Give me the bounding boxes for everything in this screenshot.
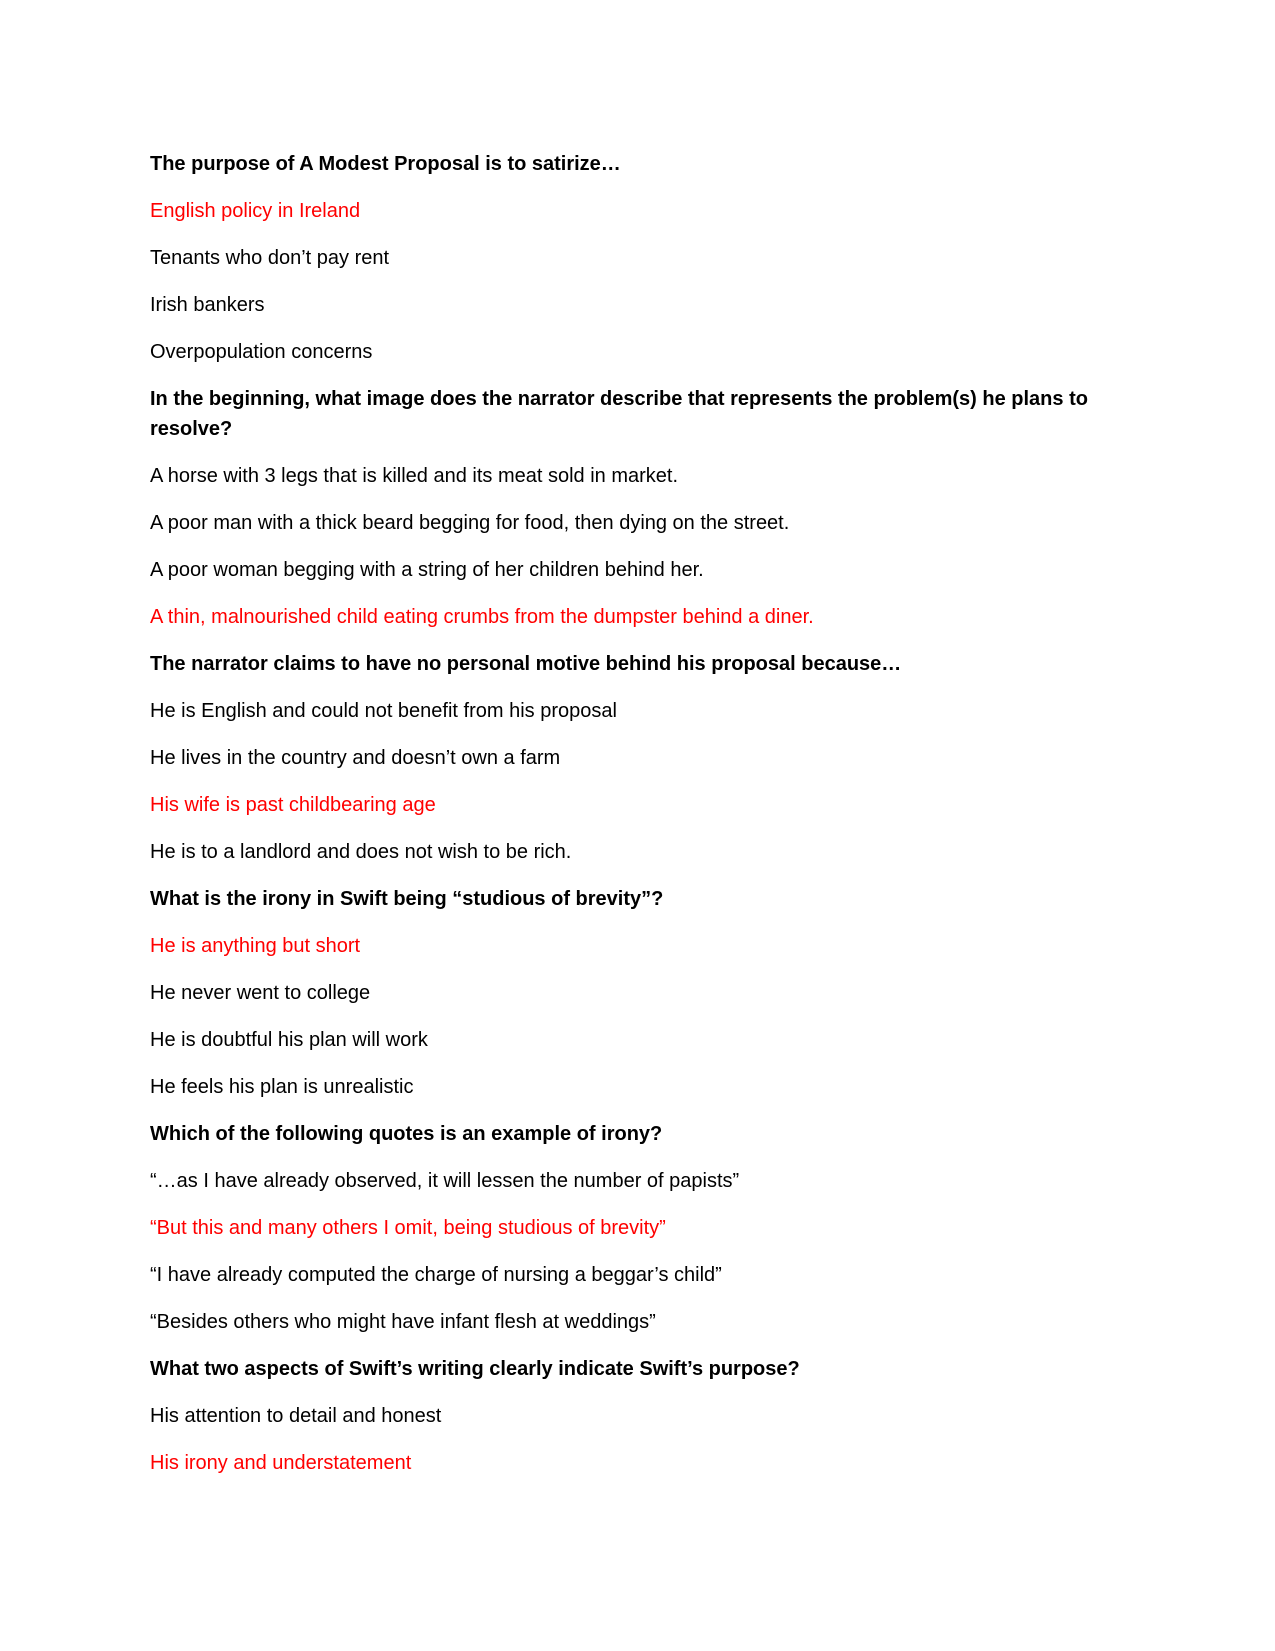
question-block	[150, 1354, 1110, 1478]
correct-answer-option: He is anything but short	[150, 935, 361, 957]
answer-option: Irish bankers	[150, 294, 265, 316]
correct-answer-option: “But this and many others I omit, being studious of brevity”	[150, 1217, 666, 1239]
correct-answer-option: English policy in Ireland	[150, 200, 361, 222]
answer-option: “…as I have already observed, it will lessen the number of papists”	[150, 1170, 740, 1192]
answer-option: His attention to detail and honest	[150, 1405, 442, 1427]
answer-option: He never went to college	[150, 982, 371, 1004]
question-text: The narrator claims to have no personal motive behind his proposal because…	[150, 653, 902, 675]
correct-answer-option: His wife is past childbearing age	[150, 794, 436, 816]
answer-option: A poor man with a thick beard begging for food, then dying on the street.	[150, 512, 790, 534]
answer-option: Overpopulation concerns	[150, 341, 373, 363]
question-block	[150, 384, 1110, 632]
question-block	[150, 649, 1110, 867]
question-text: What two aspects of Swift’s writing clearly indicate Swift’s purpose?	[150, 1358, 800, 1380]
question-text: The purpose of A Modest Proposal is to satirize…	[150, 153, 621, 175]
question-block	[150, 149, 1110, 367]
question-text: Which of the following quotes is an example of irony?	[150, 1123, 663, 1145]
answer-option: A horse with 3 legs that is killed and its meat sold in market.	[150, 465, 679, 487]
answer-option: He feels his plan is unrealistic	[150, 1076, 414, 1098]
answer-option: He lives in the country and doesn’t own a farm	[150, 747, 561, 769]
answer-option: He is English and could not benefit from his proposal	[150, 700, 617, 722]
question-text: In the beginning, what image does the narrator describe that represents the problem(s) he plans to resolve?	[150, 388, 1088, 440]
answer-option: Tenants who don’t pay rent	[150, 247, 390, 269]
correct-answer-option: A thin, malnourished child eating crumbs from the dumpster behind a diner.	[150, 606, 814, 628]
question-block	[150, 1119, 1110, 1337]
answer-option: He is doubtful his plan will work	[150, 1029, 428, 1051]
question-text: What is the irony in Swift being “studious of brevity”?	[150, 888, 664, 910]
answer-option: “I have already computed the charge of nursing a beggar’s child”	[150, 1264, 722, 1286]
question-block	[150, 884, 1110, 1102]
answer-option: “Besides others who might have infant flesh at weddings”	[150, 1311, 656, 1333]
answer-option: A poor woman begging with a string of her children behind her.	[150, 559, 704, 581]
quiz-content	[150, 149, 1110, 1495]
correct-answer-option: His irony and understatement	[150, 1452, 412, 1474]
answer-option: He is to a landlord and does not wish to be rich.	[150, 841, 572, 863]
